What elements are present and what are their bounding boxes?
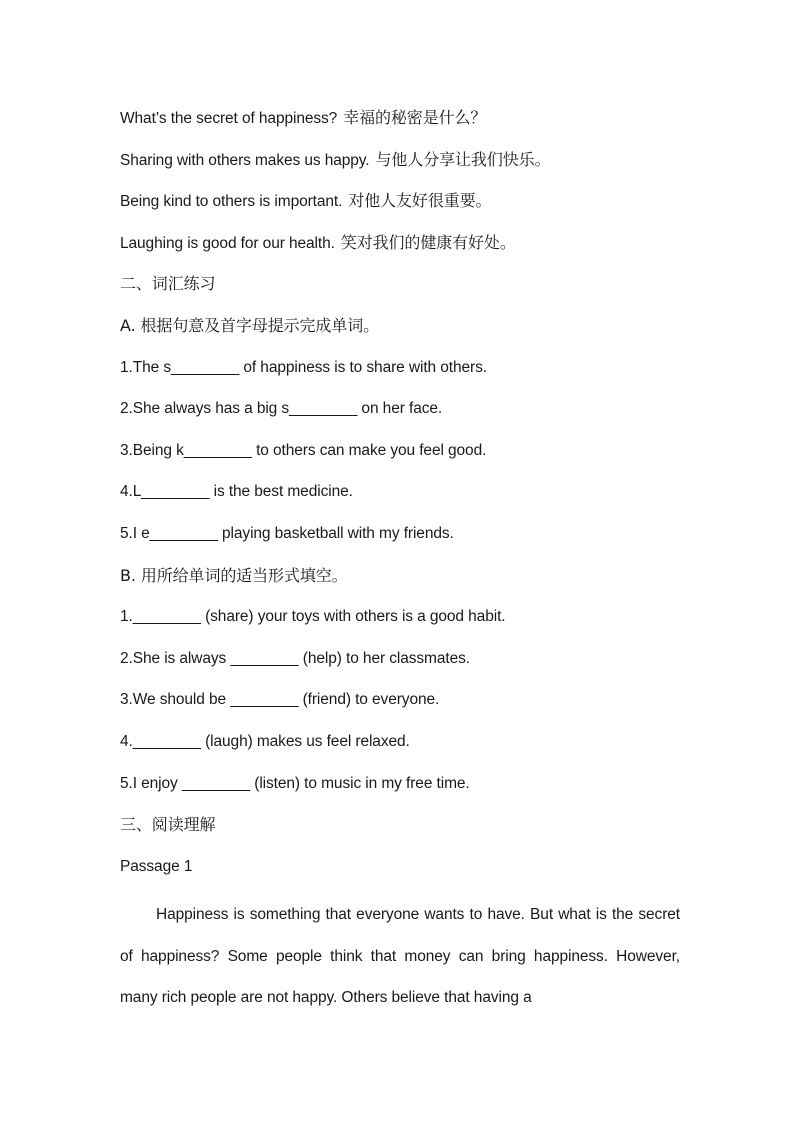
passage-title: Passage 1 — [120, 857, 193, 875]
part-b-title: B. 用所给单词的适当形式填空。 — [120, 565, 348, 585]
phrase-zh: 与他人分享让我们快乐。 — [375, 149, 551, 169]
exercise-a-item-1: 1.The s________ of happiness is to share with others. — [120, 358, 487, 376]
phrase-line — [120, 146, 680, 188]
document-page — [120, 104, 680, 1019]
exercise-b-item-3: 3.We should be ________ (friend) to everyone. — [120, 691, 440, 709]
exercise-b-item-5: 5.I enjoy ________ (listen) to music in my free time. — [120, 774, 470, 792]
phrase-en: What’s the secret of happiness? — [120, 110, 338, 127]
phrase-line — [120, 187, 680, 229]
phrase-zh: 笑对我们的健康有好处。 — [340, 232, 516, 252]
exercise-b-item-4: 4.________ (laugh) makes us feel relaxed. — [120, 732, 410, 750]
exercise-b-item-2: 2.She is always ________ (help) to her classmates. — [120, 649, 470, 667]
phrase-en: Being kind to others is important. — [120, 193, 343, 211]
exercise-b-item-1: 1.________ (share) your toys with others is a good habit. — [120, 608, 506, 626]
passage-paragraph: Happiness is something that everyone wants to have. But what is the secret of happiness? Some people think that money can bring happiness. However, many rich people are not happy. Others believe that having a — [120, 906, 680, 1007]
exercise-a-item-5: 5.I e________ playing basketball with my friends. — [120, 524, 454, 542]
section-2-title: 二、词汇练习 — [120, 274, 216, 294]
exercise-a-item-3: 3.Being k________ to others can make you feel good. — [120, 441, 487, 459]
phrase-line — [120, 104, 680, 146]
exercise-a-item-2: 2.She always has a big s________ on her face. — [120, 400, 443, 418]
phrase-en: Laughing is good for our health. — [120, 234, 335, 252]
phrase-line — [120, 229, 680, 271]
part-a-title: A. 根据句意及首字母提示完成单词。 — [120, 315, 380, 335]
phrase-zh: 对他人友好很重要。 — [348, 191, 492, 211]
section-3-title: 三、阅读理解 — [120, 815, 216, 835]
phrase-zh: 幸福的秘密是什么？ — [343, 108, 487, 127]
phrase-en: Sharing with others makes us happy. — [120, 151, 370, 169]
exercise-a-item-4: 4.L________ is the best medicine. — [120, 483, 353, 501]
